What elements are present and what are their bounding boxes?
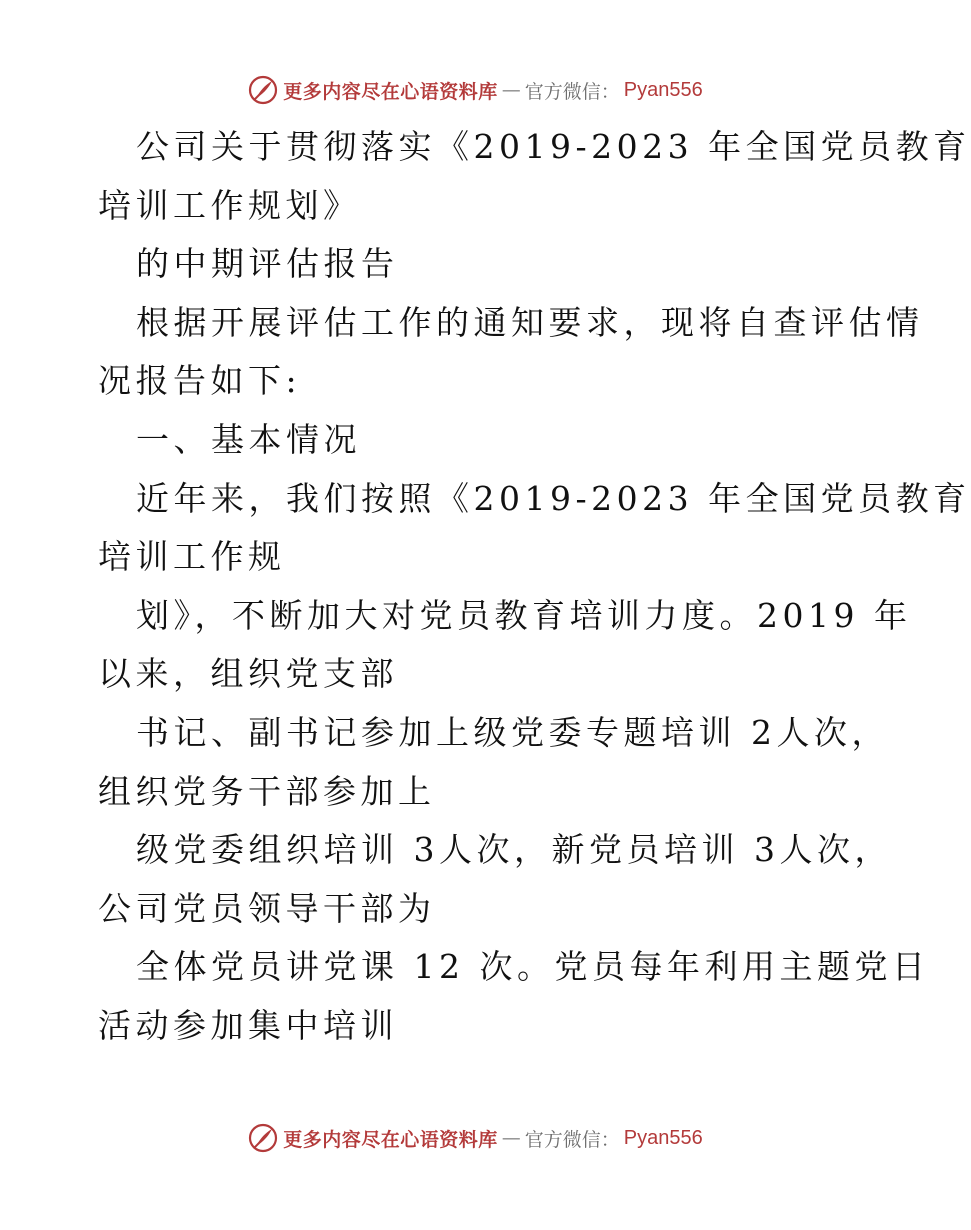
title-line-3: 的中期评估报告	[136, 244, 399, 284]
watermark-brand: 更多内容尽在心语资料库	[283, 80, 498, 103]
section-heading: 一、基本情况	[136, 419, 361, 459]
paragraph-line: 书记、副书记参加上级党委专题培训 2人次，	[136, 712, 889, 752]
watermark-separator: —	[501, 79, 521, 101]
feather-pen-logo-icon	[247, 1122, 279, 1154]
paragraph-line: 公司党员领导干部为	[98, 888, 436, 928]
watermark-footer	[0, 1118, 950, 1158]
paragraph-line: 全体党员讲党课 12 次。党员每年利用主题党日	[136, 947, 930, 987]
paragraph-line: 活动参加集中培训	[98, 1005, 398, 1045]
title-line-2: 培训工作规划》	[98, 185, 361, 225]
paragraph-line: 近年来，我们按照《2019-2023 年全国党员教育	[136, 478, 971, 518]
watermark-header	[0, 70, 950, 110]
watermark-wechat-id: Pyan556	[623, 78, 703, 101]
paragraph-line: 划》，不断加大对党员教育培训力度。2019 年	[136, 595, 912, 635]
paragraph-line: 况报告如下:	[98, 361, 302, 401]
watermark-wechat-label: 官方微信：	[524, 80, 620, 103]
paragraph-line: 培训工作规	[98, 537, 286, 577]
watermark-brand: 更多内容尽在心语资料库	[283, 1128, 498, 1151]
watermark-wechat-id: Pyan556	[623, 1126, 703, 1149]
watermark-separator: —	[501, 1127, 521, 1149]
title-line-1: 公司关于贯彻落实《2019-2023 年全国党员教育	[136, 127, 971, 166]
watermark-wechat-label: 官方微信：	[524, 1128, 620, 1151]
document-body	[98, 118, 971, 1056]
paragraph-line: 根据开展评估工作的通知要求，现将自查评估情	[136, 302, 924, 342]
paragraph-line: 级党委组织培训 3人次，新党员培训 3人次，	[136, 830, 892, 870]
feather-pen-logo-icon	[247, 74, 279, 106]
paragraph-line: 组织党务干部参加上	[98, 771, 436, 811]
paragraph-line: 以来，组织党支部	[98, 654, 398, 694]
